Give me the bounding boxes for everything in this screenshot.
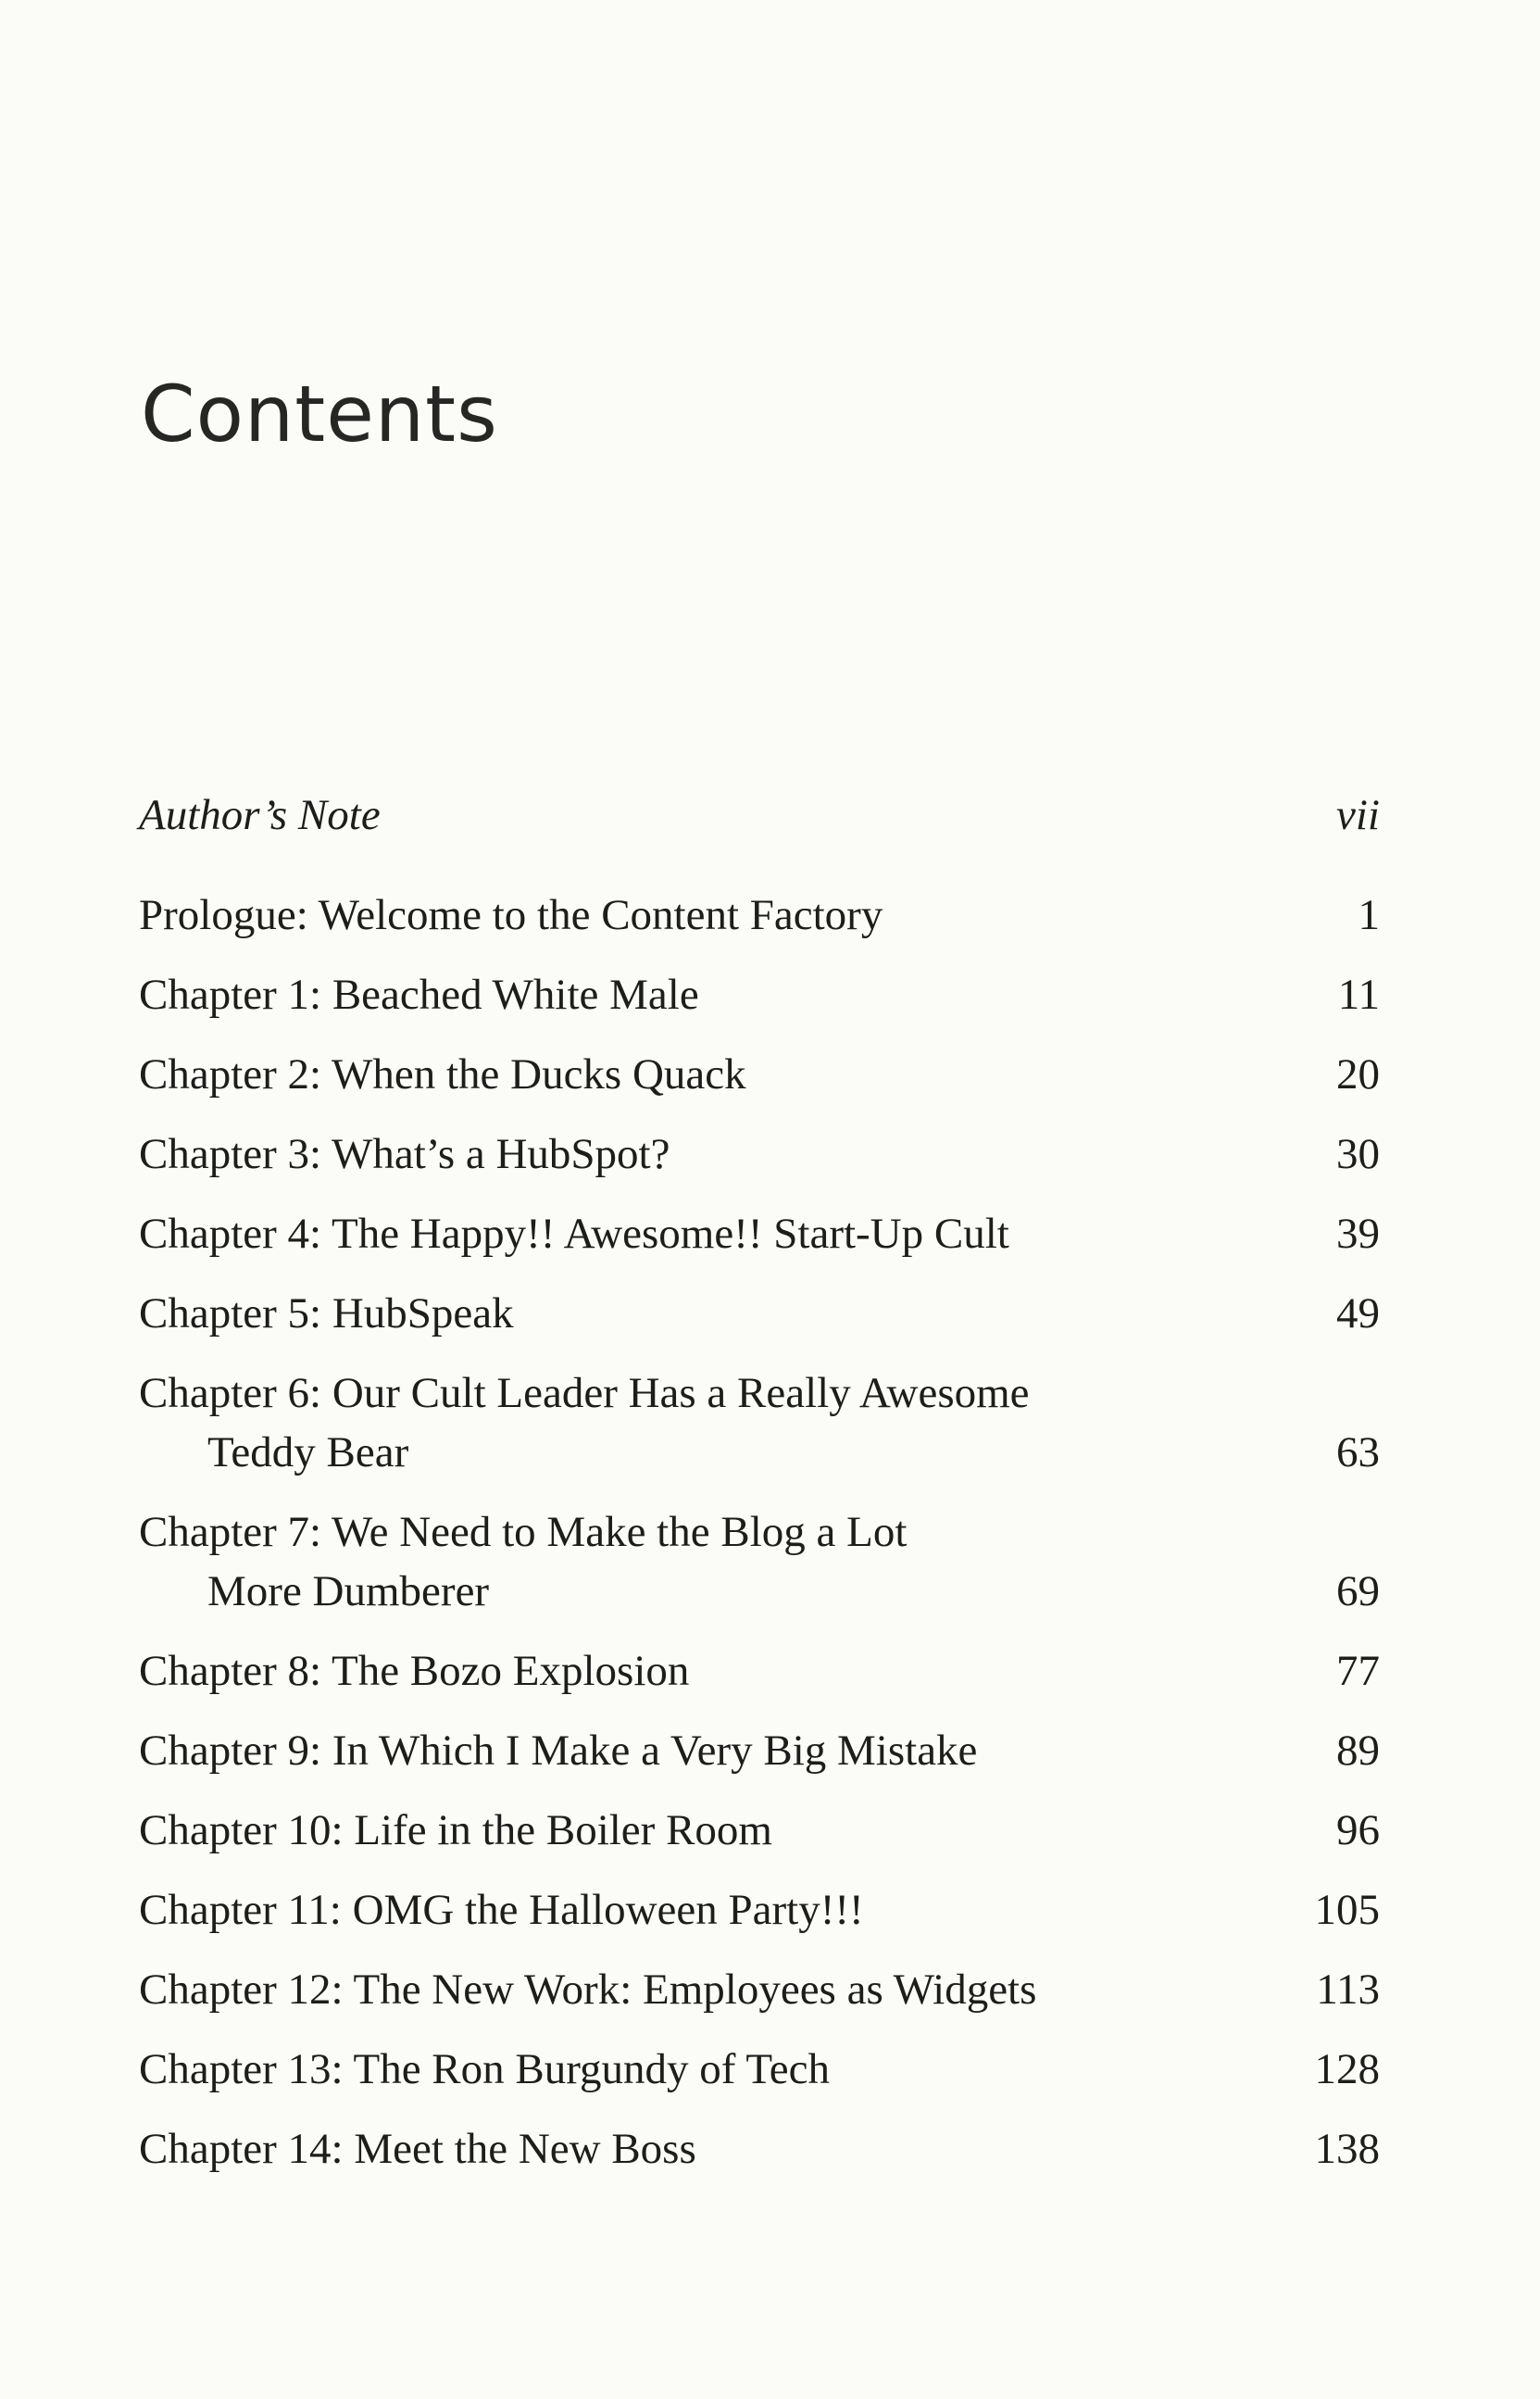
toc-entry-page: 128	[1314, 2045, 1380, 2093]
toc-entry-page: 49	[1336, 1289, 1380, 1338]
toc-entry-chapter-2	[139, 1045, 1380, 1104]
toc-entry-chapter-13	[139, 2040, 1380, 2099]
toc-entry-title-block	[139, 1363, 1296, 1482]
toc-entry-chapter-3	[139, 1124, 1380, 1184]
toc-entry-title: Chapter 10: Life in the Boiler Room	[139, 1806, 772, 1854]
toc-entry-page: 89	[1336, 1727, 1380, 1775]
toc-entry-page: vii	[1336, 791, 1380, 839]
toc-entry-title: Chapter 4: The Happy!! Awesome!! Start-Up Cult	[139, 1210, 1009, 1258]
toc-entry-title-continuation: Teddy Bear	[207, 1428, 409, 1476]
toc-entry-title: Chapter 8: The Bozo Explosion	[139, 1647, 690, 1695]
toc-entry-title: Chapter 9: In Which I Make a Very Big Mistake	[139, 1727, 978, 1775]
toc-entry-title: Author’s Note	[139, 791, 381, 839]
toc-entry-title: Chapter 2: When the Ducks Quack	[139, 1050, 746, 1099]
toc-entry-title: Chapter 7: We Need to Make the Blog a Lot	[139, 1508, 908, 1556]
toc-entry-page: 63	[1336, 1428, 1380, 1476]
toc-entry-chapter-14	[139, 2119, 1380, 2179]
toc-entry-page: 1	[1358, 891, 1380, 939]
toc-entry-chapter-9	[139, 1721, 1380, 1780]
toc-entry-page: 20	[1336, 1050, 1380, 1099]
toc-entry-title: Chapter 14: Meet the New Boss	[139, 2125, 696, 2173]
toc-entry-chapter-4	[139, 1204, 1380, 1263]
toc-entry-page: 30	[1336, 1130, 1380, 1178]
toc-entry-title: Chapter 12: The New Work: Employees as Widgets	[139, 1966, 1037, 2014]
toc-entry-page: 77	[1336, 1647, 1380, 1695]
toc-entry-chapter-11	[139, 1880, 1380, 1940]
toc-entry-page: 96	[1336, 1806, 1380, 1854]
toc-entry-title-block	[139, 1502, 1296, 1621]
toc-entry-chapter-6	[139, 1363, 1380, 1482]
toc-entry-title: Chapter 3: What’s a HubSpot?	[139, 1130, 670, 1178]
toc-entry-page: 113	[1316, 1966, 1380, 2014]
toc-entry-page: 39	[1336, 1210, 1380, 1258]
toc-entry-page: 138	[1314, 2125, 1380, 2173]
toc-entry-page: 105	[1314, 1886, 1380, 1934]
toc-entry-prologue	[139, 885, 1380, 945]
toc-entry-title: Chapter 1: Beached White Male	[139, 971, 699, 1019]
toc-entry-chapter-8	[139, 1641, 1380, 1701]
table-of-contents	[139, 785, 1380, 2199]
toc-entry-page: 11	[1337, 971, 1380, 1019]
toc-entry-title: Prologue: Welcome to the Content Factory	[139, 891, 883, 939]
page-title: Contents	[141, 369, 498, 459]
toc-entry-title-continuation: More Dumberer	[207, 1567, 490, 1615]
toc-entry-page: 69	[1336, 1567, 1380, 1615]
toc-entry-title: Chapter 6: Our Cult Leader Has a Really Awesome	[139, 1369, 1030, 1417]
toc-entry-title: Chapter 13: The Ron Burgundy of Tech	[139, 2045, 831, 2093]
toc-entry-authors-note	[139, 785, 1380, 845]
toc-entry-title: Chapter 5: HubSpeak	[139, 1289, 514, 1338]
toc-entry-title: Chapter 11: OMG the Halloween Party!!!	[139, 1886, 864, 1934]
toc-entry-chapter-10	[139, 1801, 1380, 1860]
toc-entry-chapter-12	[139, 1960, 1380, 2019]
toc-entry-chapter-1	[139, 965, 1380, 1024]
toc-entry-chapter-5	[139, 1284, 1380, 1343]
toc-entry-chapter-7	[139, 1502, 1380, 1621]
